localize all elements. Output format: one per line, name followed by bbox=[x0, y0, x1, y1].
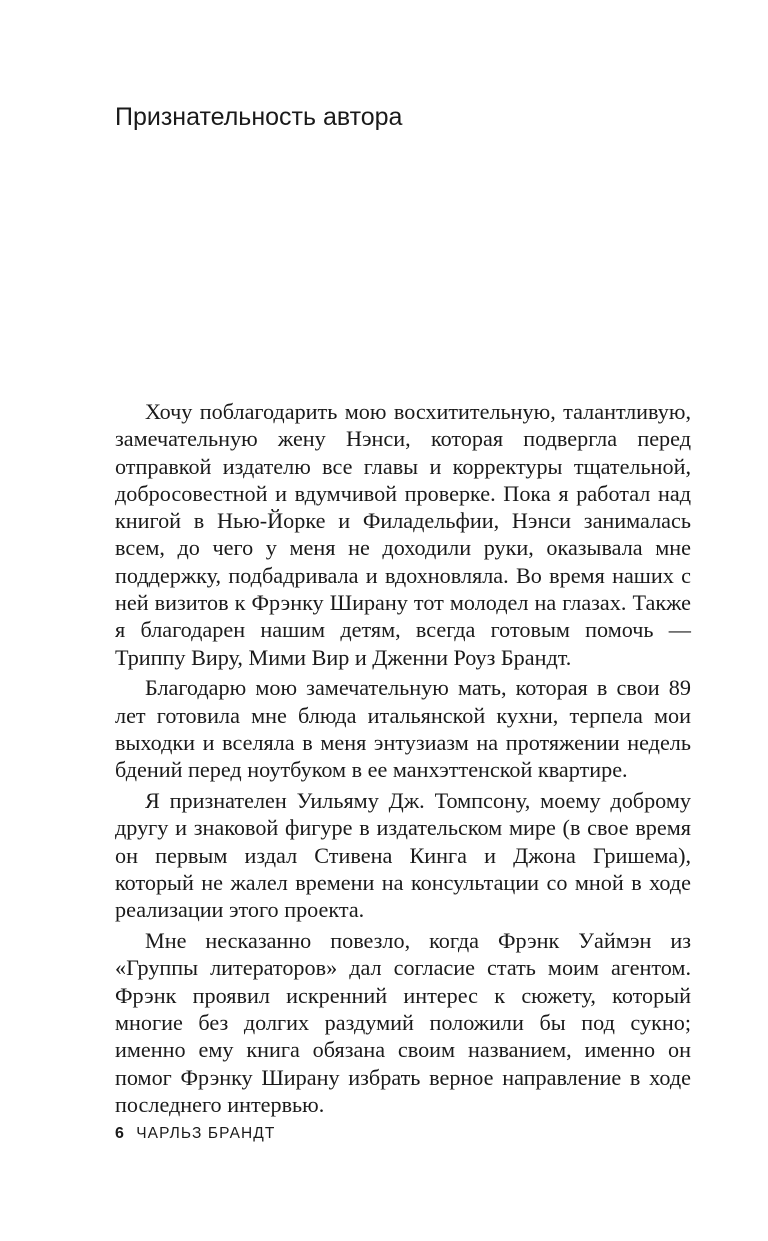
paragraph-1: Хочу поблагодарить мою восхитительную, талантливую, замечательную жену Нэнси, которая подвергла перед отправкой издателю все главы и корректуры тщательной, добросовестной и вдумчивой проверке. Пока я работал над книгой в Нью-Йорке и Филадельфии, Нэнси занималась всем, до чего у меня не доходили руки, оказывала мне поддержку, подбадривала и вдохновляла. Во время наших с ней визитов к Фрэнку Ширану тот молодел на глазах. Также я благодарен нашим детям, всегда готовым помочь — Триппу Виру, Мими Вир и Дженни Роуз Брандт. bbox=[115, 399, 691, 670]
body-text bbox=[115, 398, 691, 1122]
page-footer bbox=[115, 1124, 275, 1144]
section-title: Признательность автора bbox=[115, 103, 403, 131]
paragraph-4: Мне несказанно повезло, когда Фрэнк Уаймэн из «Группы литераторов» дал согласие стать моим агентом. Фрэнк проявил искренний интерес к сюжету, который многие без долгих раздумий положили бы под сукно; именно ему книга обязана своим названием, именно он помог Фрэнку Ширану избрать верное направление в ходе последнего интервью. bbox=[115, 928, 691, 1117]
paragraph-2: Благодарю мою замечательную мать, которая в свои 89 лет готовила мне блюда итальянской кухни, терпела мои выходки и вселяла в меня энтузиазм на протяжении недель бдений перед ноутбуком в ее манхэттенской квартире. bbox=[115, 675, 691, 783]
page-number: 6 bbox=[115, 1125, 124, 1142]
paragraph-3: Я признателен Уильяму Дж. Томпсону, моему доброму другу и знаковой фигуре в издательском мире (в свое время он первым издал Стивена Кинга и Джона Гришема), который не жалел времени на консультации со мной в ходе реализации этого проекта. bbox=[115, 788, 691, 923]
running-head-author: ЧАРЛЬЗ БРАНДТ bbox=[136, 1125, 276, 1142]
